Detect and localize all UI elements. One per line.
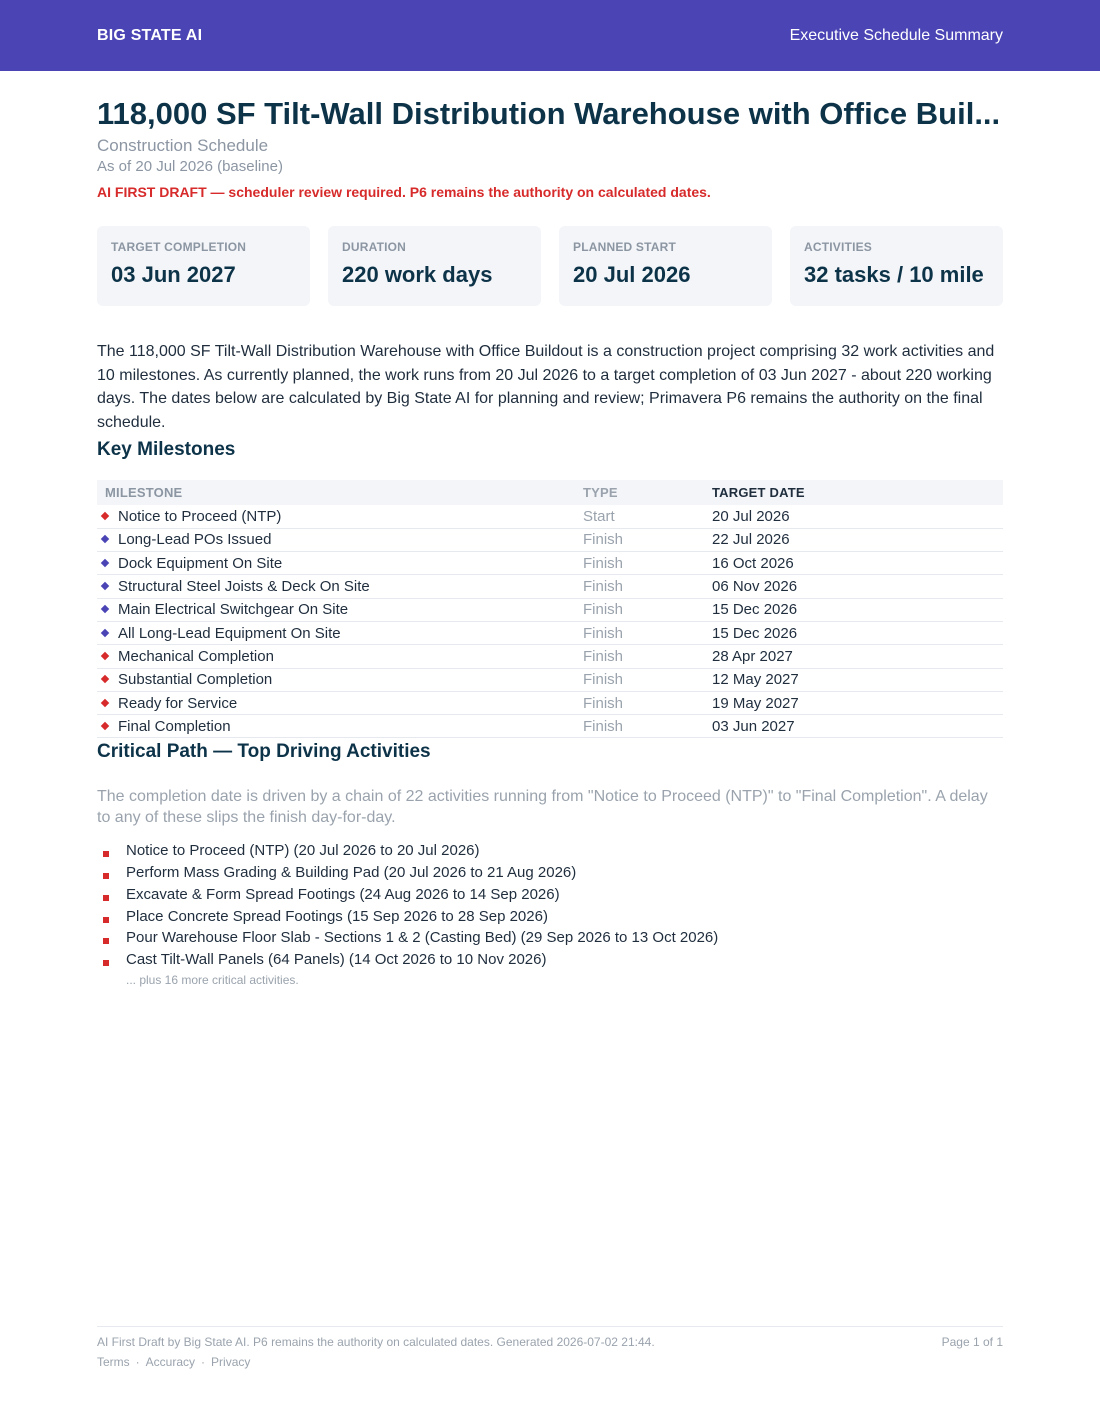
milestone-date: 15 Dec 2026	[712, 621, 1003, 644]
report-name: Executive Schedule Summary	[789, 26, 1003, 44]
list-item	[97, 949, 1003, 971]
critical-activity: Place Concrete Spread Footings (15 Sep 2026 to 28 Sep 2026)	[126, 907, 548, 925]
milestone-type: Finish	[583, 668, 712, 691]
milestone-type: Finish	[583, 598, 712, 621]
card-value: 220 work days	[342, 262, 493, 287]
milestone-name-cell	[97, 552, 583, 575]
milestone-date: 06 Nov 2026	[712, 575, 1003, 598]
card-duration	[328, 226, 541, 306]
milestone-date: 19 May 2027	[712, 691, 1003, 714]
milestone-date: 16 Oct 2026	[712, 552, 1003, 575]
red-square-bullet-icon	[103, 960, 109, 966]
milestone-date: 12 May 2027	[712, 668, 1003, 691]
card-label: DURATION	[342, 240, 407, 254]
milestone-name-cell	[97, 505, 583, 528]
card-planned-start	[559, 226, 772, 306]
milestone-type: Finish	[583, 645, 712, 668]
brand-name: BIG STATE AI	[97, 26, 203, 44]
milestone-date: 20 Jul 2026	[712, 505, 1003, 528]
accuracy-link[interactable]: Accuracy	[145, 1355, 196, 1369]
milestone-diamond-icon	[101, 558, 109, 566]
card-target-completion	[97, 226, 310, 306]
link-separator: ·	[201, 1355, 206, 1369]
milestone-name: Structural Steel Joists & Deck On Site	[118, 578, 370, 596]
milestone-type: Finish	[583, 575, 712, 598]
red-square-bullet-icon	[103, 873, 109, 879]
milestone-name-cell	[97, 691, 583, 714]
table-row	[97, 528, 1003, 551]
critical-path-heading: Critical Path — Top Driving Activities	[97, 741, 431, 763]
milestone-name-cell	[97, 598, 583, 621]
footer-note: AI First Draft by Big State AI. P6 remains the authority on calculated dates. Generated 2026-07-02 21:44.	[97, 1335, 655, 1349]
milestone-diamond-icon	[101, 652, 109, 660]
milestone-date: 28 Apr 2027	[712, 645, 1003, 668]
milestone-diamond-icon	[101, 512, 109, 520]
red-square-bullet-icon	[103, 895, 109, 901]
table-row	[97, 575, 1003, 598]
milestone-name: Notice to Proceed (NTP)	[118, 507, 282, 525]
page-number: Page 1 of 1	[941, 1335, 1003, 1349]
milestone-name: Long-Lead POs Issued	[118, 531, 272, 549]
milestone-name-cell	[97, 575, 583, 598]
milestones-heading: Key Milestones	[97, 439, 236, 460]
table-row	[97, 715, 1003, 738]
critical-activity: Excavate & Form Spread Footings (24 Aug 2026 to 14 Sep 2026)	[126, 885, 560, 903]
milestone-name-cell	[97, 668, 583, 691]
table-row	[97, 668, 1003, 691]
table-row	[97, 621, 1003, 644]
milestone-diamond-icon	[101, 722, 109, 730]
milestone-type: Finish	[583, 552, 712, 575]
critical-activity: Pour Warehouse Floor Slab - Sections 1 & 2 (Casting Bed) (29 Sep 2026 to 13 Oct 2026)	[126, 929, 719, 947]
milestone-type: Finish	[583, 715, 712, 738]
milestone-diamond-icon	[101, 675, 109, 683]
milestone-name-cell	[97, 621, 583, 644]
milestone-name: Main Electrical Switchgear On Site	[118, 601, 349, 619]
red-square-bullet-icon	[103, 851, 109, 857]
table-header-row	[97, 480, 1003, 505]
project-subtitle: Construction Schedule	[97, 136, 269, 155]
privacy-link[interactable]: Privacy	[211, 1355, 251, 1369]
column-header-type: TYPE	[583, 480, 712, 505]
card-activities	[790, 226, 1003, 306]
critical-path-more: ... plus 16 more critical activities.	[126, 972, 299, 987]
red-square-bullet-icon	[103, 938, 109, 944]
milestone-name: Final Completion	[118, 717, 231, 735]
list-item	[97, 884, 1003, 906]
milestone-type: Finish	[583, 621, 712, 644]
terms-link[interactable]: Terms	[97, 1355, 130, 1369]
milestone-diamond-icon	[101, 582, 109, 590]
page-footer	[97, 1326, 1003, 1370]
list-item	[97, 840, 1003, 862]
summary-cards	[97, 226, 1003, 306]
milestone-name-cell	[97, 715, 583, 738]
milestones-table	[97, 480, 1003, 738]
footer-links	[97, 1355, 1003, 1370]
milestones-table-body	[97, 505, 1003, 738]
critical-activity: Perform Mass Grading & Building Pad (20 Jul 2026 to 21 Aug 2026)	[126, 864, 577, 882]
table-row	[97, 505, 1003, 528]
column-header-target-date: TARGET DATE	[712, 480, 1003, 505]
list-item	[97, 862, 1003, 884]
project-title: 118,000 SF Tilt-Wall Distribution Warehouse with Office Buil...	[97, 97, 1001, 131]
milestone-name: All Long-Lead Equipment On Site	[118, 624, 341, 642]
milestone-name-cell	[97, 645, 583, 668]
milestone-diamond-icon	[101, 628, 109, 636]
critical-path-intro: The completion date is driven by a chain of 22 activities running from "Notice to Proceed (NTP)" to "Final Completion". A delay to any of these slips the finish day-for-day.	[97, 788, 988, 827]
column-header-milestone: MILESTONE	[97, 480, 583, 505]
card-value: 32 tasks / 10 mile	[804, 262, 984, 287]
top-bar	[0, 0, 1100, 71]
main-content	[0, 97, 1100, 987]
card-value: 03 Jun 2027	[111, 262, 236, 287]
milestone-type: Start	[583, 505, 712, 528]
critical-activity: Notice to Proceed (NTP) (20 Jul 2026 to 20 Jul 2026)	[126, 842, 480, 860]
milestone-type: Finish	[583, 691, 712, 714]
milestone-date: 15 Dec 2026	[712, 598, 1003, 621]
critical-path-list	[97, 840, 1003, 970]
milestone-date: 22 Jul 2026	[712, 528, 1003, 551]
red-square-bullet-icon	[103, 917, 109, 923]
milestone-diamond-icon	[101, 698, 109, 706]
milestone-diamond-icon	[101, 605, 109, 613]
table-row	[97, 645, 1003, 668]
critical-activity: Cast Tilt-Wall Panels (64 Panels) (14 Oct 2026 to 10 Nov 2026)	[126, 950, 547, 968]
milestone-type: Finish	[583, 528, 712, 551]
table-row	[97, 691, 1003, 714]
milestone-name: Mechanical Completion	[118, 647, 274, 665]
table-row	[97, 598, 1003, 621]
card-label: PLANNED START	[573, 240, 677, 254]
card-label: ACTIVITIES	[804, 240, 873, 254]
card-value: 20 Jul 2026	[573, 262, 691, 287]
milestone-name-cell	[97, 528, 583, 551]
draft-warning: AI FIRST DRAFT — scheduler review required. P6 remains the authority on calculated dates.	[97, 184, 711, 200]
milestone-date: 03 Jun 2027	[712, 715, 1003, 738]
link-separator: ·	[135, 1355, 140, 1369]
list-item	[97, 906, 1003, 928]
milestone-name: Dock Equipment On Site	[118, 554, 283, 572]
milestone-name: Ready for Service	[118, 694, 238, 712]
table-row	[97, 552, 1003, 575]
milestone-diamond-icon	[101, 535, 109, 543]
as-of-date: As of 20 Jul 2026 (baseline)	[97, 158, 283, 175]
footer-row	[97, 1335, 1003, 1350]
card-label: TARGET COMPLETION	[111, 240, 247, 254]
milestone-name: Substantial Completion	[118, 671, 273, 689]
project-summary: The 118,000 SF Tilt-Wall Distribution Warehouse with Office Buildout is a construction project comprising 32 work activities and 10 milestones. As currently planned, the work runs from 20 Jul 2026 to a target completion of 03 Jun 2027 - about 220 working days. The dates below are calculated by Big State AI for planning and review; Primavera P6 remains the authority on the final schedule.	[97, 343, 995, 431]
list-item	[97, 927, 1003, 949]
